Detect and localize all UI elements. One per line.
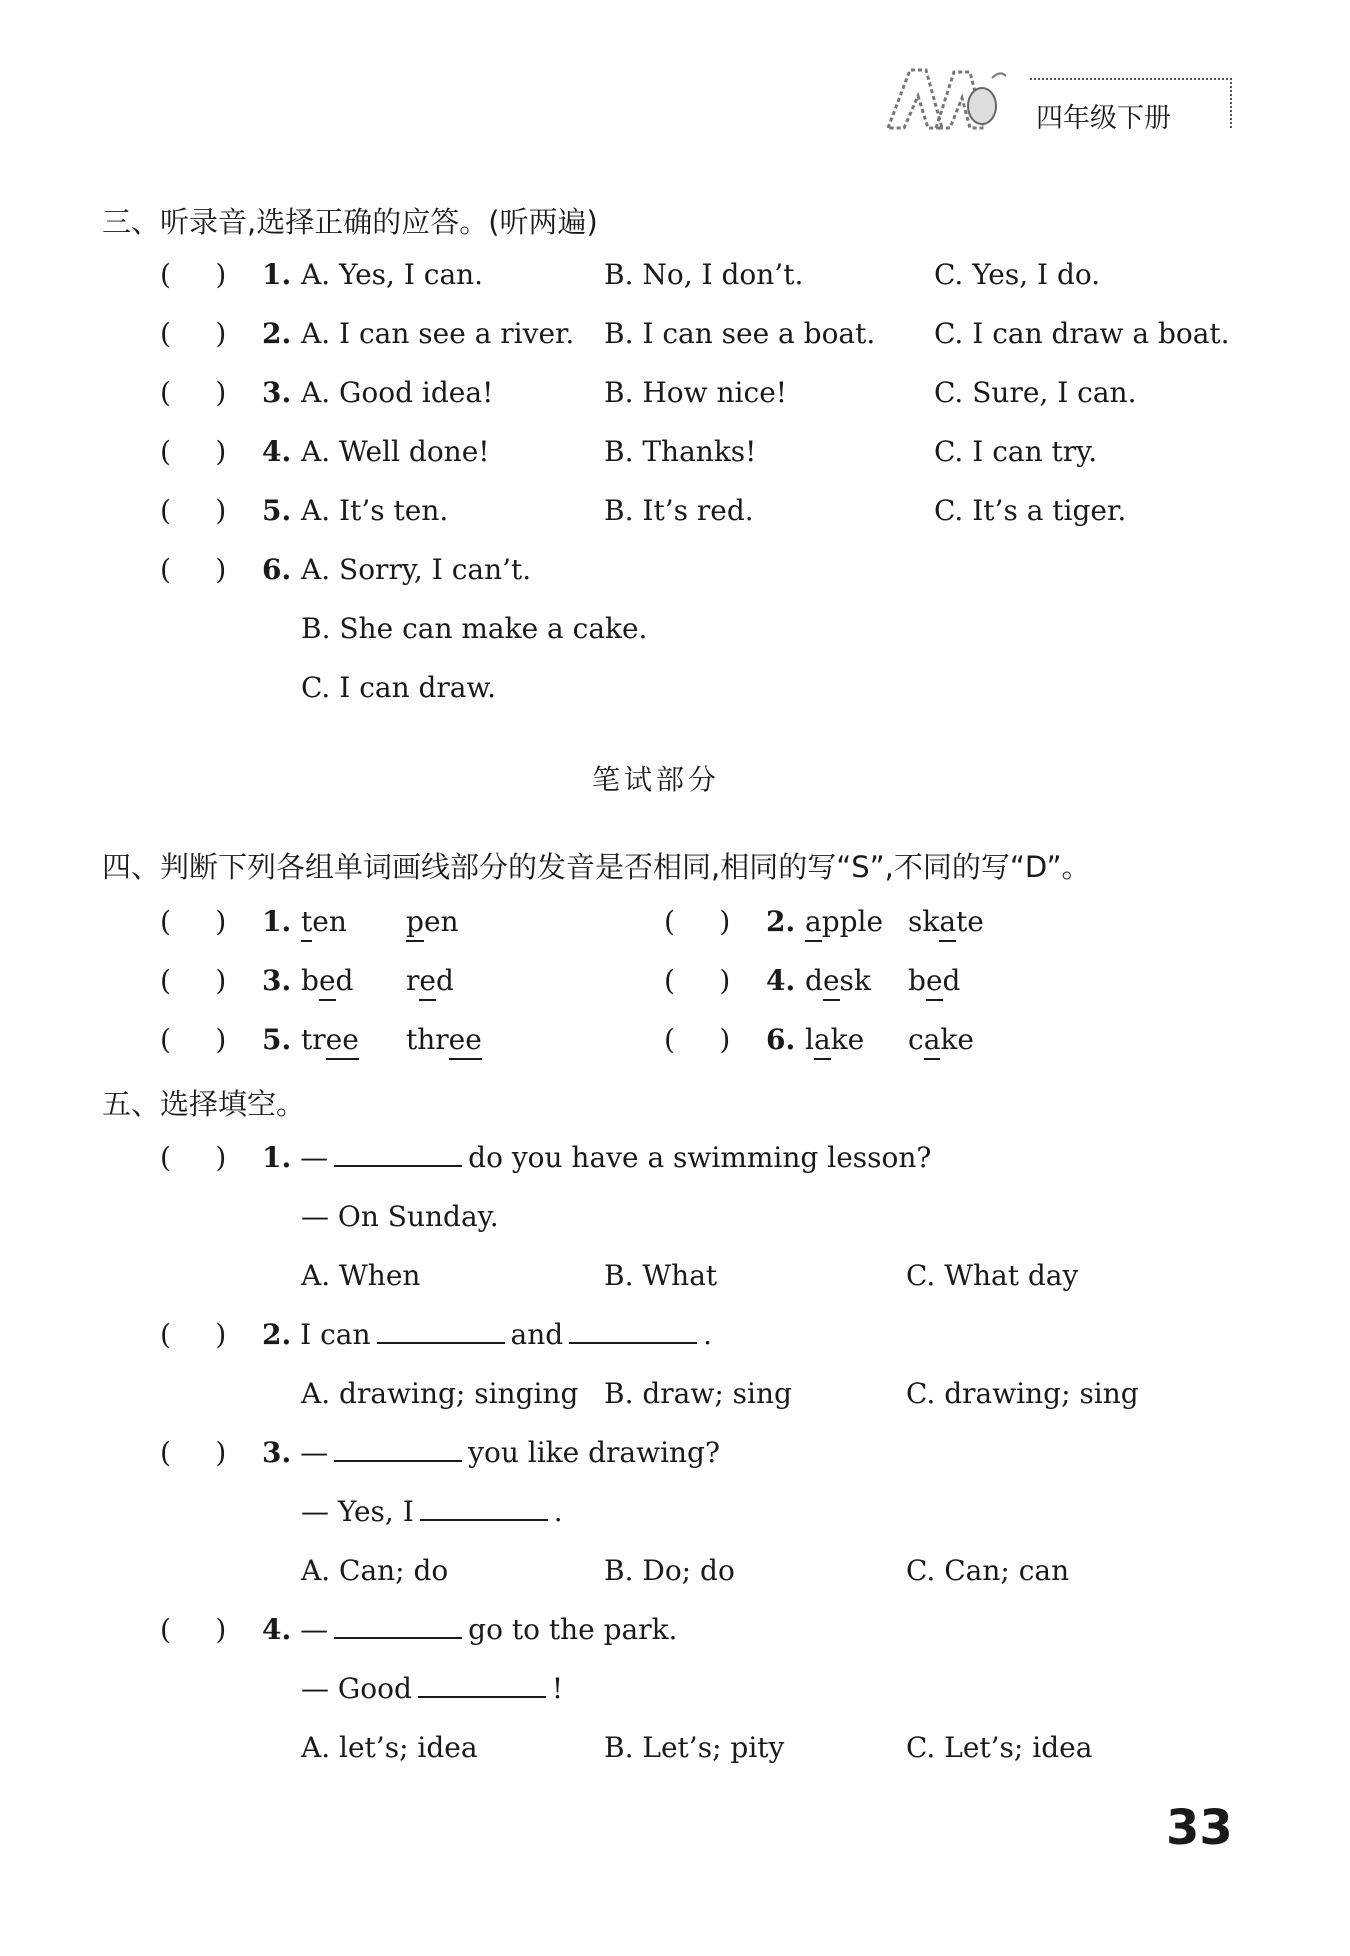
word-1: apple [805,905,884,938]
list-item [160,376,226,409]
question-3-reply: — Yes, I . [301,1495,563,1528]
written-part-title: 笔试部分 [592,763,721,796]
fill-blank[interactable] [420,1497,548,1521]
list-item [160,553,226,586]
answer-paren[interactable]: ( ) [160,376,227,409]
fill-blank[interactable] [569,1320,697,1344]
word-1: tree [301,1023,359,1056]
answer-paren[interactable]: ( ) [160,317,227,350]
option-c: C. I can try. [934,435,1098,468]
option-a: A. Good idea! [301,376,494,409]
answer-paren[interactable]: ( ) [160,1318,227,1351]
word-2: pen [406,905,459,938]
item-number: 2. [262,1318,292,1351]
question-1: 1. — do you have a swimming lesson? [262,1141,932,1174]
option-a: A. It’s ten. [301,494,449,527]
answer-paren[interactable]: ( ) [160,1141,227,1174]
answer-paren[interactable]: ( ) [160,435,227,468]
section3-title: 三、听录音,选择正确的应答。(听两遍) [102,205,598,239]
answer-paren[interactable]: ( ) [160,1613,227,1646]
option-a: A. Can; do [301,1554,449,1587]
option-a: A. let’s; idea [301,1731,478,1764]
fill-blank[interactable] [377,1320,505,1344]
option-a: A. drawing; singing [301,1377,579,1410]
answer-paren[interactable]: ( ) [664,905,731,938]
option-b: B. How nice! [604,376,788,409]
option-b: B. She can make a cake. [301,612,648,645]
option-c: C. I can draw a boat. [934,317,1230,350]
option-c: C. Let’s; idea [906,1731,1093,1764]
item-number: 6. [766,1023,796,1056]
option-c: C. It’s a tiger. [934,494,1127,527]
question-4-reply: — Good ! [301,1672,564,1705]
grade-label: 四年级下册 [1036,103,1171,134]
option-b: B. What [604,1259,718,1292]
answer-paren[interactable]: ( ) [160,905,227,938]
underlined-part: a [939,905,957,938]
section4-title: 四、判断下列各组单词画线部分的发音是否相同,相同的写“S”,不同的写“D”。 [102,850,1091,884]
option-a: A. Well done! [301,435,490,468]
answer-paren[interactable]: ( ) [664,1023,731,1056]
answer-paren[interactable]: ( ) [160,964,227,997]
option-b: B. Do; do [604,1554,735,1587]
word-1: bed [301,964,354,997]
item-number: 5. [262,1023,292,1056]
underlined-part: a [805,905,822,938]
item-number: 2. [766,905,796,938]
header-logo [880,58,1010,142]
list-item [160,317,226,350]
option-b: B. Let’s; pity [604,1731,785,1764]
option-a: A. I can see a river. [301,317,575,350]
option-c: C. Can; can [906,1554,1070,1587]
option-b: B. Thanks! [604,435,757,468]
section5-title: 五、选择填空。 [102,1087,306,1121]
underlined-part: a [923,1023,941,1056]
item-number: 3. [262,1436,292,1469]
item-number: 4. [766,964,796,997]
option-b: B. draw; sing [604,1377,792,1410]
item-number: 4. [262,435,292,468]
option-a: A. When [301,1259,421,1292]
word-2: red [406,964,454,997]
item-number: 4. [262,1613,292,1646]
item-number: 3. [262,964,292,997]
word-1: lake [805,1023,865,1056]
fill-blank[interactable] [334,1438,462,1462]
option-c: C. drawing; sing [906,1377,1139,1410]
option-b: B. I can see a boat. [604,317,876,350]
answer-paren[interactable]: ( ) [160,1023,227,1056]
question-1-reply: — On Sunday. [301,1200,499,1233]
option-c: C. Sure, I can. [934,376,1137,409]
word-2: three [406,1023,482,1056]
option-c: C. What day [906,1259,1079,1292]
answer-paren[interactable]: ( ) [160,1436,227,1469]
question-2: 2. I can and . [262,1318,713,1351]
fill-blank[interactable] [418,1674,546,1698]
option-b: B. It’s red. [604,494,754,527]
question-3: 3. — you like drawing? [262,1436,720,1469]
underlined-part: e [822,964,840,997]
logo-mark-icon [880,58,1010,138]
list-item [160,258,226,291]
option-c: C. Yes, I do. [934,258,1101,291]
word-1: desk [805,964,871,997]
item-number: 1. [262,1141,292,1174]
option-c: C. I can draw. [301,671,497,704]
answer-paren[interactable]: ( ) [664,964,731,997]
question-4: 4. — go to the park. [262,1613,678,1646]
underlined-part: e [318,964,336,997]
item-number: 1. [262,905,292,938]
page-number: 33 [1166,1800,1233,1856]
option-a: A. Yes, I can. [301,258,484,291]
answer-paren[interactable]: ( ) [160,553,227,586]
list-item [160,435,226,468]
answer-paren[interactable]: ( ) [160,494,227,527]
word-2: skate [908,905,984,938]
underlined-part: t [301,905,313,938]
item-number: 1. [262,258,292,291]
word-2: bed [908,964,961,997]
underlined-part: ee [325,1023,359,1056]
item-number: 6. [262,553,292,586]
option-a: A. Sorry, I can’t. [301,553,532,586]
answer-paren[interactable]: ( ) [160,258,227,291]
item-number: 5. [262,494,292,527]
list-item [160,494,226,527]
underlined-part: e [419,964,436,997]
underlined-part: p [406,905,424,938]
fill-blank[interactable] [334,1615,462,1639]
item-number: 2. [262,317,292,350]
word-1: ten [301,905,347,938]
option-b: B. No, I don’t. [604,258,804,291]
item-number: 3. [262,376,292,409]
underlined-part: e [925,964,943,997]
underlined-part: a [813,1023,831,1056]
fill-blank[interactable] [334,1143,462,1167]
word-2: cake [908,1023,974,1056]
underlined-part: ee [448,1023,482,1056]
